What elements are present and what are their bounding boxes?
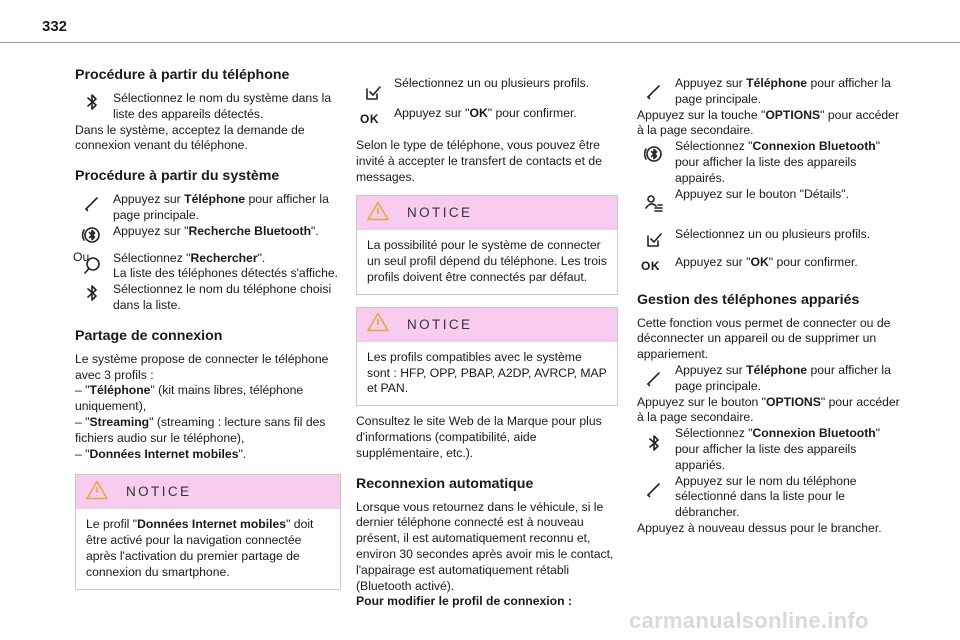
- step: Sélectionnez le nom du système dans la liste des appareils détectés.: [75, 91, 341, 123]
- paragraph: Appuyez sur la touche "OPTIONS" pour accéder à la page secondaire.: [637, 107, 900, 138]
- paragraph: Selon le type de téléphone, vous pouvez être invité à accepter le transfert de contacts et de messages.: [356, 138, 602, 184]
- column-3: [637, 76, 905, 537]
- step: Appuyez sur Téléphone pour afficher la page principale.: [637, 363, 905, 395]
- bluetooth-search-icon: [643, 143, 665, 165]
- notice-title: NOTICE: [407, 205, 473, 221]
- step: Appuyez sur Téléphone pour afficher la page principale.: [75, 192, 341, 224]
- step: OK Appuyez sur "OK" pour confirmer.: [641, 254, 858, 273]
- touch-icon: [81, 192, 103, 214]
- step: Sélectionnez "Connexion Bluetooth" pour afficher la liste des appareils appariés.: [637, 426, 905, 473]
- section-title: Procédure à partir du téléphone: [75, 67, 290, 83]
- paragraph: Lorsque vous retournez dans le véhicule, si le dernier téléphone connecté est à nouveau présent, il est automatiquement reconnu et, environ 30 secondes après avoir mis le contact, l'appairage est automatiquement rétabli (Bluetooth activé).: [356, 499, 614, 593]
- column-2: [356, 76, 618, 610]
- warning-icon: [367, 201, 389, 226]
- notice-header: [357, 196, 617, 230]
- step: Sélectionnez un ou plusieurs profils.: [637, 221, 905, 253]
- step: Appuyez sur le nom du téléphone sélectionné dans la liste pour le débrancher.: [637, 474, 905, 521]
- step: Sélectionnez le nom du téléphone choisi dans la liste.: [75, 282, 341, 314]
- watermark: carmanualsonline.info: [629, 608, 869, 633]
- notice-body: Le profil "Données Internet mobiles" doit être activé pour la navigation connectée après l'activation du premier partage de connexion du smartphone.: [86, 517, 314, 579]
- bluetooth-icon: [81, 91, 103, 113]
- column-1: [75, 66, 341, 598]
- or-label: Ou: [73, 249, 90, 264]
- bluetooth-search-icon: [81, 224, 103, 246]
- list-item: – "Streaming" (streaming : lecture sans fil des fichiers audio sur le téléphone),: [75, 414, 326, 445]
- step: Sélectionnez "Connexion Bluetooth" pour afficher la liste des appareils appairés.: [637, 139, 905, 186]
- paragraph: Appuyez sur le bouton "OPTIONS" pour accéder à la page secondaire.: [637, 394, 900, 425]
- paragraph-bold: Pour modifier le profil de connexion :: [356, 594, 573, 609]
- notice-box: [75, 474, 341, 589]
- step: OK Appuyez sur "OK" pour confirmer.: [360, 106, 577, 126]
- header-divider: [0, 42, 960, 43]
- details-list-icon: [643, 193, 665, 215]
- step: Sélectionnez "Rechercher". La liste des téléphones détectés s'affiche.: [75, 251, 341, 283]
- step: Sélectionnez un ou plusieurs profils.: [356, 76, 618, 106]
- notice-title: NOTICE: [126, 484, 192, 500]
- search-icon: [81, 255, 103, 277]
- touch-icon: [643, 367, 665, 389]
- paragraph: Consultez le site Web de la Marque pour plus d'informations (compatibilité, aide supplémentaire, etc.).: [356, 414, 602, 460]
- warning-icon: [86, 480, 108, 505]
- bluetooth-icon: [643, 432, 665, 454]
- touch-icon: [643, 80, 665, 102]
- step: Appuyez sur "Recherche Bluetooth".: [75, 224, 341, 250]
- paragraph: Cette fonction vous permet de connecter ou de déconnecter un appareil ou de supprimer un appariement.: [637, 315, 891, 362]
- list-item: – "Téléphone" (kit mains libres, téléphone uniquement),: [75, 383, 304, 414]
- notice-header: [76, 475, 340, 509]
- ok-icon: OK: [641, 258, 660, 273]
- touch-icon: [643, 478, 665, 500]
- notice-body: La possibilité pour le système de connecter un seul profil dépend du téléphone. Les trois profils doivent être connectés par défaut.: [367, 238, 607, 284]
- section-title: Reconnexion automatique: [356, 475, 534, 492]
- warning-icon: [367, 312, 389, 337]
- section-title: Procédure à partir du système: [75, 168, 280, 185]
- checkbox-icon: [362, 82, 384, 104]
- ok-icon: OK: [360, 112, 379, 126]
- checkbox-icon: [643, 229, 665, 251]
- list-item: – "Données Internet mobiles".: [75, 446, 247, 461]
- step: Appuyez sur Téléphone pour afficher la page principale.: [637, 76, 905, 108]
- notice-header: [357, 308, 617, 342]
- notice-box: [356, 195, 618, 294]
- paragraph: Le système propose de connecter le téléphone avec 3 profils :: [75, 351, 329, 382]
- notice-box: [356, 307, 618, 406]
- paragraph: Dans le système, acceptez la demande de connexion venant du téléphone.: [75, 122, 305, 153]
- section-title: Gestion des téléphones appariés: [637, 291, 860, 308]
- paragraph: Appuyez à nouveau dessus pour le brancher.: [637, 520, 882, 535]
- section-title: Partage de connexion: [75, 327, 223, 344]
- step: Appuyez sur le bouton "Détails".: [637, 187, 905, 221]
- bluetooth-icon: [81, 282, 103, 304]
- notice-body: Les profils compatibles avec le système sont : HFP, OPP, PBAP, A2DP, AVRCP, MAP et PAN.: [367, 349, 607, 396]
- page-number: 332: [42, 18, 68, 35]
- notice-title: NOTICE: [407, 316, 473, 332]
